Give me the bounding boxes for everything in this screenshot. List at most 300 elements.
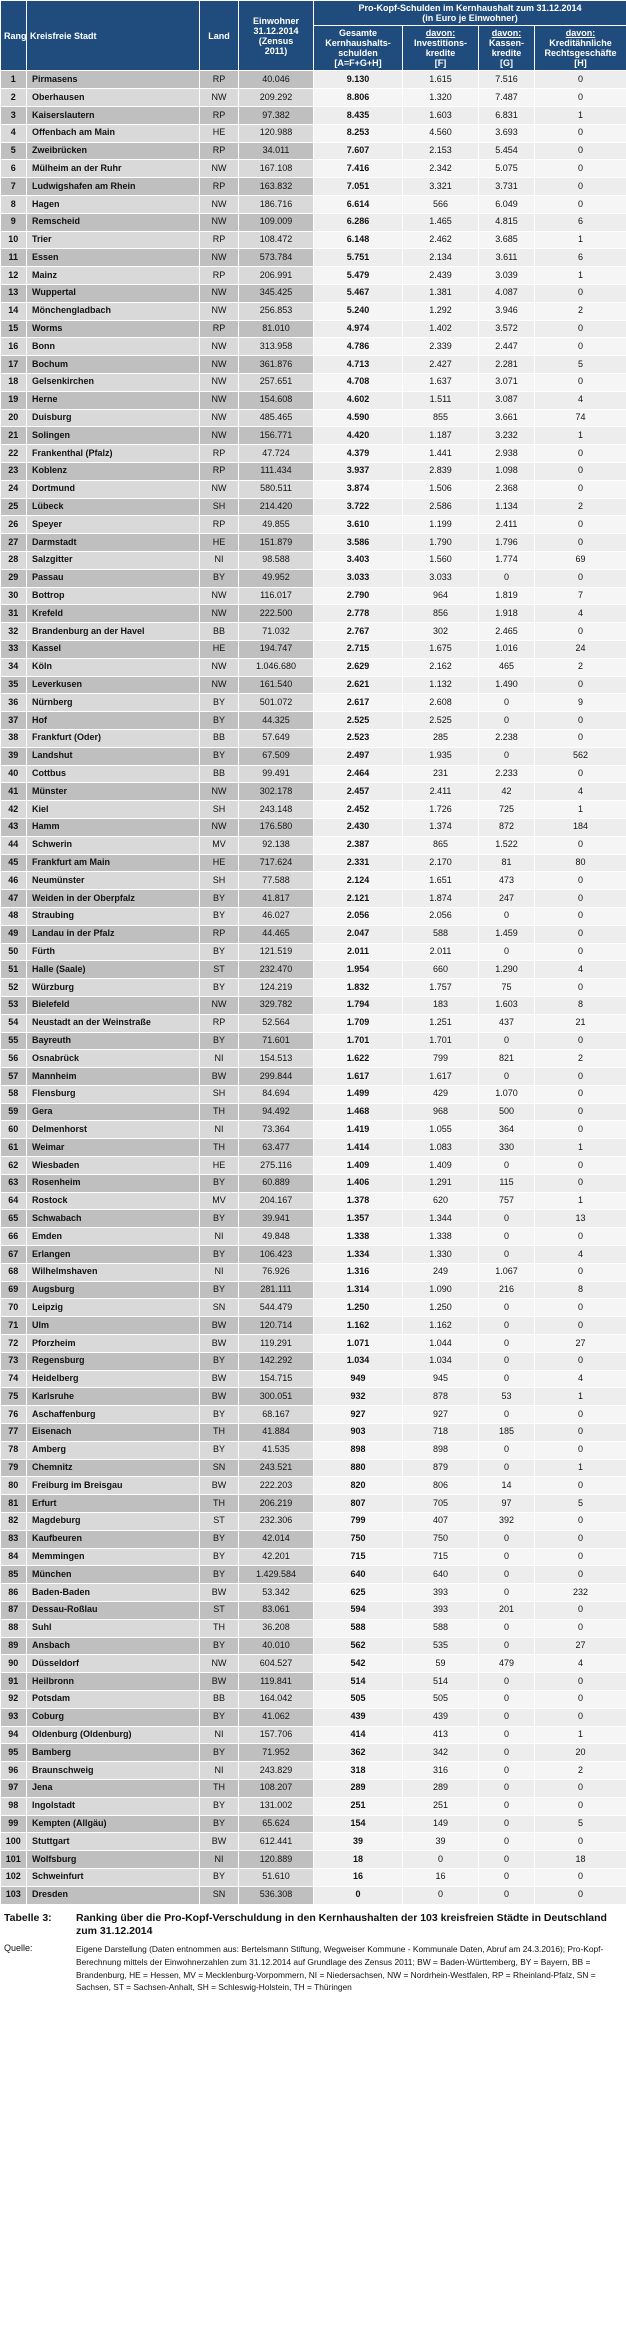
- cell-credit-like: 1: [535, 267, 626, 285]
- cell-rank: 25: [1, 498, 27, 516]
- table-row: [1, 1690, 626, 1708]
- cell-credit-like: 74: [535, 409, 626, 427]
- cell-city: Schwabach: [27, 1210, 200, 1228]
- cell-city: Weimar: [27, 1139, 200, 1157]
- cell-rank: 98: [1, 1797, 27, 1815]
- cell-investment-credits: 2.342: [403, 160, 479, 178]
- cell-rank: 76: [1, 1406, 27, 1424]
- cell-city: Mainz: [27, 267, 200, 285]
- cell-population: 243.829: [239, 1762, 314, 1780]
- cell-rank: 73: [1, 1352, 27, 1370]
- cell-land: RP: [200, 925, 239, 943]
- cell-credit-like: 0: [535, 1424, 626, 1442]
- cell-total-debt: 3.937: [314, 463, 403, 481]
- cell-total-debt: 625: [314, 1584, 403, 1602]
- cell-investment-credits: 1.617: [403, 1068, 479, 1086]
- cell-population: 154.513: [239, 1050, 314, 1068]
- cell-credit-like: 0: [535, 890, 626, 908]
- table-row: [1, 1050, 626, 1068]
- table-row: [1, 1762, 626, 1780]
- population-line-1: Einwohner: [252, 15, 299, 26]
- cell-credit-like: 0: [535, 765, 626, 783]
- cell-rank: 46: [1, 872, 27, 890]
- cell-rank: 31: [1, 605, 27, 623]
- cell-rank: 92: [1, 1690, 27, 1708]
- cell-population: 214.420: [239, 498, 314, 516]
- table-row: [1, 1370, 626, 1388]
- cell-cash-credits: 3.572: [479, 320, 535, 338]
- table-row: [1, 890, 626, 908]
- cell-total-debt: 6.614: [314, 196, 403, 214]
- table-row: [1, 996, 626, 1014]
- cell-city: Wolfsburg: [27, 1851, 200, 1869]
- cell-total-debt: 1.316: [314, 1263, 403, 1281]
- cell-city: Frankenthal (Pfalz): [27, 445, 200, 463]
- cell-city: Emden: [27, 1228, 200, 1246]
- cell-credit-like: 232: [535, 1584, 626, 1602]
- cell-total-debt: 1.250: [314, 1299, 403, 1317]
- cell-population: 536.308: [239, 1886, 314, 1904]
- cell-city: Würzburg: [27, 979, 200, 997]
- cell-credit-like: 0: [535, 1566, 626, 1584]
- table-row: [1, 374, 626, 392]
- cell-land: BB: [200, 623, 239, 641]
- cell-rank: 81: [1, 1495, 27, 1513]
- cell-city: Leipzig: [27, 1299, 200, 1317]
- cell-total-debt: 2.790: [314, 587, 403, 605]
- cell-land: NW: [200, 409, 239, 427]
- cell-credit-like: 0: [535, 480, 626, 498]
- cell-cash-credits: 42: [479, 783, 535, 801]
- cell-land: BW: [200, 1833, 239, 1851]
- cell-rank: 8: [1, 196, 27, 214]
- cell-credit-like: 0: [535, 1406, 626, 1424]
- cell-credit-like: 0: [535, 1477, 626, 1495]
- table-row: [1, 71, 626, 89]
- cell-cash-credits: 0: [479, 1584, 535, 1602]
- cell-investment-credits: 2.525: [403, 712, 479, 730]
- cell-city: Delmenhorst: [27, 1121, 200, 1139]
- cell-cash-credits: 3.039: [479, 267, 535, 285]
- cell-city: Amberg: [27, 1441, 200, 1459]
- cell-investment-credits: 4.560: [403, 124, 479, 142]
- cell-city: Dessau-Roßlau: [27, 1602, 200, 1620]
- cell-total-debt: 414: [314, 1726, 403, 1744]
- table-row: [1, 1103, 626, 1121]
- cell-total-debt: 5.467: [314, 285, 403, 303]
- cell-investment-credits: 2.411: [403, 783, 479, 801]
- cell-cash-credits: 201: [479, 1602, 535, 1620]
- cell-credit-like: 0: [535, 124, 626, 142]
- table-row: [1, 961, 626, 979]
- cell-city: Flensburg: [27, 1085, 200, 1103]
- cell-land: BW: [200, 1477, 239, 1495]
- cell-rank: 2: [1, 89, 27, 107]
- cell-rank: 19: [1, 391, 27, 409]
- cell-credit-like: 0: [535, 925, 626, 943]
- cell-rank: 32: [1, 623, 27, 641]
- cell-investment-credits: 2.427: [403, 356, 479, 374]
- cell-population: 60.889: [239, 1174, 314, 1192]
- cell-land: BY: [200, 569, 239, 587]
- cell-land: RP: [200, 1014, 239, 1032]
- cell-city: Ludwigshafen am Rhein: [27, 178, 200, 196]
- cell-total-debt: 2.629: [314, 658, 403, 676]
- cell-credit-like: 0: [535, 1868, 626, 1886]
- total-line-3: schulden: [338, 48, 378, 59]
- cell-credit-like: 21: [535, 1014, 626, 1032]
- table-row: [1, 1868, 626, 1886]
- cell-population: 34.011: [239, 142, 314, 160]
- cell-rank: 21: [1, 427, 27, 445]
- table-row: [1, 658, 626, 676]
- cell-credit-like: 2: [535, 1050, 626, 1068]
- cell-cash-credits: 0: [479, 1797, 535, 1815]
- cell-cash-credits: 465: [479, 658, 535, 676]
- cell-credit-like: 1: [535, 1192, 626, 1210]
- cell-investment-credits: 1.935: [403, 747, 479, 765]
- cell-city: Duisburg: [27, 409, 200, 427]
- cell-credit-like: 0: [535, 1619, 626, 1637]
- table-row: [1, 1459, 626, 1477]
- table-row: [1, 1246, 626, 1264]
- cell-population: 97.382: [239, 107, 314, 125]
- cell-cash-credits: 0: [479, 1246, 535, 1264]
- cell-population: 361.876: [239, 356, 314, 374]
- table-row: [1, 1317, 626, 1335]
- table-row: [1, 445, 626, 463]
- cell-cash-credits: 0: [479, 747, 535, 765]
- cell-population: 204.167: [239, 1192, 314, 1210]
- cell-cash-credits: 0: [479, 1726, 535, 1744]
- cell-land: MV: [200, 836, 239, 854]
- cell-land: NI: [200, 1851, 239, 1869]
- cell-credit-like: 2: [535, 498, 626, 516]
- cell-land: NW: [200, 89, 239, 107]
- cell-land: NW: [200, 996, 239, 1014]
- cell-total-debt: 807: [314, 1495, 403, 1513]
- cell-investment-credits: 1.292: [403, 302, 479, 320]
- cell-total-debt: 2.387: [314, 836, 403, 854]
- cell-rank: 85: [1, 1566, 27, 1584]
- cell-land: HE: [200, 640, 239, 658]
- cell-population: 604.527: [239, 1655, 314, 1673]
- cell-population: 131.002: [239, 1797, 314, 1815]
- cell-land: BY: [200, 1566, 239, 1584]
- cell-investment-credits: 856: [403, 605, 479, 623]
- cell-total-debt: 2.497: [314, 747, 403, 765]
- cell-investment-credits: 588: [403, 925, 479, 943]
- cell-cash-credits: 0: [479, 1815, 535, 1833]
- cell-credit-like: 0: [535, 979, 626, 997]
- cell-rank: 13: [1, 285, 27, 303]
- cell-land: BB: [200, 1690, 239, 1708]
- table-row: [1, 107, 626, 125]
- kas-line-3: kredite: [491, 48, 522, 59]
- cell-population: 167.108: [239, 160, 314, 178]
- cell-rank: 11: [1, 249, 27, 267]
- cell-land: BW: [200, 1068, 239, 1086]
- cell-population: 243.521: [239, 1459, 314, 1477]
- cell-cash-credits: 4.815: [479, 213, 535, 231]
- cell-cash-credits: 0: [479, 1335, 535, 1353]
- cell-total-debt: 2.617: [314, 694, 403, 712]
- table-row: [1, 1513, 626, 1531]
- table-row: [1, 1406, 626, 1424]
- cell-rank: 57: [1, 1068, 27, 1086]
- cell-credit-like: 0: [535, 1673, 626, 1691]
- cell-cash-credits: 185: [479, 1424, 535, 1442]
- cell-city: Augsburg: [27, 1281, 200, 1299]
- table-row: [1, 480, 626, 498]
- cell-credit-like: 27: [535, 1335, 626, 1353]
- table-row: [1, 640, 626, 658]
- cell-investment-credits: 799: [403, 1050, 479, 1068]
- cell-population: 106.423: [239, 1246, 314, 1264]
- table-row: [1, 1851, 626, 1869]
- cell-credit-like: 0: [535, 1103, 626, 1121]
- table-row: [1, 979, 626, 997]
- cell-total-debt: 880: [314, 1459, 403, 1477]
- table-row: [1, 712, 626, 730]
- cell-land: ST: [200, 1513, 239, 1531]
- cell-land: NW: [200, 427, 239, 445]
- table-row: [1, 587, 626, 605]
- cell-rank: 41: [1, 783, 27, 801]
- cell-population: 42.201: [239, 1548, 314, 1566]
- cell-credit-like: 0: [535, 836, 626, 854]
- cell-cash-credits: 3.731: [479, 178, 535, 196]
- cell-total-debt: 154: [314, 1815, 403, 1833]
- cell-rank: 17: [1, 356, 27, 374]
- cell-total-debt: 820: [314, 1477, 403, 1495]
- cell-investment-credits: 878: [403, 1388, 479, 1406]
- cell-credit-like: 4: [535, 961, 626, 979]
- cell-investment-credits: 514: [403, 1673, 479, 1691]
- cell-cash-credits: 872: [479, 818, 535, 836]
- cell-credit-like: 0: [535, 907, 626, 925]
- cell-total-debt: 362: [314, 1744, 403, 1762]
- table-row: [1, 1228, 626, 1246]
- cell-land: MV: [200, 1192, 239, 1210]
- cell-land: RP: [200, 516, 239, 534]
- cell-population: 41.817: [239, 890, 314, 908]
- cell-investment-credits: 231: [403, 765, 479, 783]
- cell-city: Trier: [27, 231, 200, 249]
- cell-cash-credits: 75: [479, 979, 535, 997]
- cell-total-debt: 8.253: [314, 124, 403, 142]
- cell-total-debt: 2.121: [314, 890, 403, 908]
- cell-cash-credits: 3.087: [479, 391, 535, 409]
- cell-cash-credits: 0: [479, 1833, 535, 1851]
- cell-investment-credits: 1.874: [403, 890, 479, 908]
- cell-investment-credits: 855: [403, 409, 479, 427]
- cell-rank: 75: [1, 1388, 27, 1406]
- cell-credit-like: 4: [535, 605, 626, 623]
- cell-rank: 102: [1, 1868, 27, 1886]
- table-row: [1, 124, 626, 142]
- cell-total-debt: 5.751: [314, 249, 403, 267]
- cell-land: NW: [200, 480, 239, 498]
- source-text: Eigene Darstellung (Daten entnommen aus: Bertelsmann Stiftung, Wegweiser Kommune - Kommunale Daten, Abruf am 24.3.2016); Pro-Kopf-Berechnung mittels der Einwohnerzahlen zum 31.12.2014 auf Grundlage des Zensus 2011; BW = Baden-Württemberg, BY = Bayern, BB = Brandenburg, HE = Hessen, MV = Mecklenburg-Vorpommern, NI = Niedersachsen, NW = Nordrhein-Westfalen, RP = Rheinland-Pfalz, SN = Sachsen, ST = Sachsen-Anhalt, SH = Schleswig-Holstein, TH = Thüringen: [76, 1944, 604, 1993]
- cell-land: BY: [200, 1530, 239, 1548]
- cell-population: 345.425: [239, 285, 314, 303]
- cell-cash-credits: 479: [479, 1655, 535, 1673]
- cell-total-debt: 2.457: [314, 783, 403, 801]
- cell-rank: 69: [1, 1281, 27, 1299]
- cell-population: 501.072: [239, 694, 314, 712]
- cell-city: Regensburg: [27, 1352, 200, 1370]
- cell-credit-like: 9: [535, 694, 626, 712]
- cell-credit-like: 6: [535, 213, 626, 231]
- cell-cash-credits: 0: [479, 1548, 535, 1566]
- cell-investment-credits: 2.439: [403, 267, 479, 285]
- cell-investment-credits: 705: [403, 1495, 479, 1513]
- cell-cash-credits: 0: [479, 1886, 535, 1904]
- cell-total-debt: 2.056: [314, 907, 403, 925]
- cell-city: Schwerin: [27, 836, 200, 854]
- cell-cash-credits: 1.819: [479, 587, 535, 605]
- cell-total-debt: 562: [314, 1637, 403, 1655]
- cell-total-debt: 949: [314, 1370, 403, 1388]
- cell-cash-credits: 437: [479, 1014, 535, 1032]
- cell-land: BY: [200, 890, 239, 908]
- cell-rank: 99: [1, 1815, 27, 1833]
- cell-city: Kaufbeuren: [27, 1530, 200, 1548]
- cell-city: Essen: [27, 249, 200, 267]
- cell-credit-like: 4: [535, 1655, 626, 1673]
- cell-cash-credits: 0: [479, 907, 535, 925]
- cell-credit-like: 0: [535, 729, 626, 747]
- cell-population: 83.061: [239, 1602, 314, 1620]
- cell-rank: 28: [1, 551, 27, 569]
- table-row: [1, 623, 626, 641]
- cell-credit-like: 0: [535, 534, 626, 552]
- cell-city: Ansbach: [27, 1637, 200, 1655]
- population-line-4: 2011): [264, 45, 288, 56]
- cell-population: 120.988: [239, 124, 314, 142]
- cell-cash-credits: 3.661: [479, 409, 535, 427]
- cell-credit-like: 0: [535, 676, 626, 694]
- cell-city: Düsseldorf: [27, 1655, 200, 1673]
- cell-cash-credits: 14: [479, 1477, 535, 1495]
- cell-land: BB: [200, 729, 239, 747]
- cell-population: 313.958: [239, 338, 314, 356]
- cell-cash-credits: 1.490: [479, 676, 535, 694]
- cell-cash-credits: 3.946: [479, 302, 535, 320]
- cell-credit-like: 0: [535, 178, 626, 196]
- cell-land: RP: [200, 445, 239, 463]
- cell-city: Fürth: [27, 943, 200, 961]
- cell-total-debt: 2.464: [314, 765, 403, 783]
- cell-cash-credits: 2.447: [479, 338, 535, 356]
- cell-total-debt: 39: [314, 1833, 403, 1851]
- table-row: [1, 747, 626, 765]
- cell-population: 154.715: [239, 1370, 314, 1388]
- cell-rank: 30: [1, 587, 27, 605]
- cell-land: BY: [200, 712, 239, 730]
- cell-land: NW: [200, 605, 239, 623]
- table-row: [1, 818, 626, 836]
- cell-credit-like: 0: [535, 1157, 626, 1175]
- cell-investment-credits: 0: [403, 1886, 479, 1904]
- table-row: [1, 872, 626, 890]
- cell-city: Coburg: [27, 1708, 200, 1726]
- cell-city: Chemnitz: [27, 1459, 200, 1477]
- table-row: [1, 302, 626, 320]
- cell-total-debt: 2.011: [314, 943, 403, 961]
- table-row: [1, 1210, 626, 1228]
- table-row: [1, 89, 626, 107]
- cell-land: BY: [200, 1441, 239, 1459]
- cell-rank: 18: [1, 374, 27, 392]
- cell-population: 257.651: [239, 374, 314, 392]
- cell-land: NW: [200, 587, 239, 605]
- cell-credit-like: 0: [535, 1068, 626, 1086]
- table-row: [1, 1602, 626, 1620]
- cell-population: 81.010: [239, 320, 314, 338]
- cell-population: 612.441: [239, 1833, 314, 1851]
- cell-population: 94.492: [239, 1103, 314, 1121]
- cell-land: TH: [200, 1103, 239, 1121]
- cell-rank: 93: [1, 1708, 27, 1726]
- cell-land: NI: [200, 1121, 239, 1139]
- cell-credit-like: 0: [535, 374, 626, 392]
- cell-cash-credits: 0: [479, 1406, 535, 1424]
- cell-rank: 96: [1, 1762, 27, 1780]
- cell-credit-like: 0: [535, 1797, 626, 1815]
- cell-investment-credits: 1.338: [403, 1228, 479, 1246]
- cell-city: München: [27, 1566, 200, 1584]
- cell-rank: 48: [1, 907, 27, 925]
- table-row: [1, 1032, 626, 1050]
- cell-city: Bamberg: [27, 1744, 200, 1762]
- cell-city: Osnabrück: [27, 1050, 200, 1068]
- cell-rank: 9: [1, 213, 27, 231]
- table-row: [1, 1085, 626, 1103]
- cell-rank: 80: [1, 1477, 27, 1495]
- cell-investment-credits: 59: [403, 1655, 479, 1673]
- cell-land: SN: [200, 1886, 239, 1904]
- cell-credit-like: 1: [535, 1726, 626, 1744]
- cell-population: 67.509: [239, 747, 314, 765]
- col-header-credit-like-transactions: [535, 26, 626, 71]
- cell-credit-like: 0: [535, 943, 626, 961]
- cell-land: BW: [200, 1584, 239, 1602]
- cell-investment-credits: 1.330: [403, 1246, 479, 1264]
- table-row: [1, 907, 626, 925]
- cell-cash-credits: 0: [479, 1708, 535, 1726]
- cell-credit-like: 0: [535, 1174, 626, 1192]
- cell-total-debt: 439: [314, 1708, 403, 1726]
- table-row: [1, 1566, 626, 1584]
- cell-credit-like: 0: [535, 142, 626, 160]
- cell-city: Pforzheim: [27, 1335, 200, 1353]
- cell-population: 176.580: [239, 818, 314, 836]
- cell-rank: 23: [1, 463, 27, 481]
- table-row: [1, 391, 626, 409]
- caption-title-row: [4, 1912, 622, 1939]
- cell-land: NW: [200, 1655, 239, 1673]
- inv-line-1: davon:: [425, 28, 456, 39]
- population-line-3: (Zensus: [258, 35, 294, 46]
- cell-cash-credits: 6.049: [479, 196, 535, 214]
- col-header-total-debt: [314, 26, 403, 71]
- cell-population: 41.535: [239, 1441, 314, 1459]
- cell-rank: 43: [1, 818, 27, 836]
- cell-credit-like: 0: [535, 1441, 626, 1459]
- cell-land: BY: [200, 1352, 239, 1370]
